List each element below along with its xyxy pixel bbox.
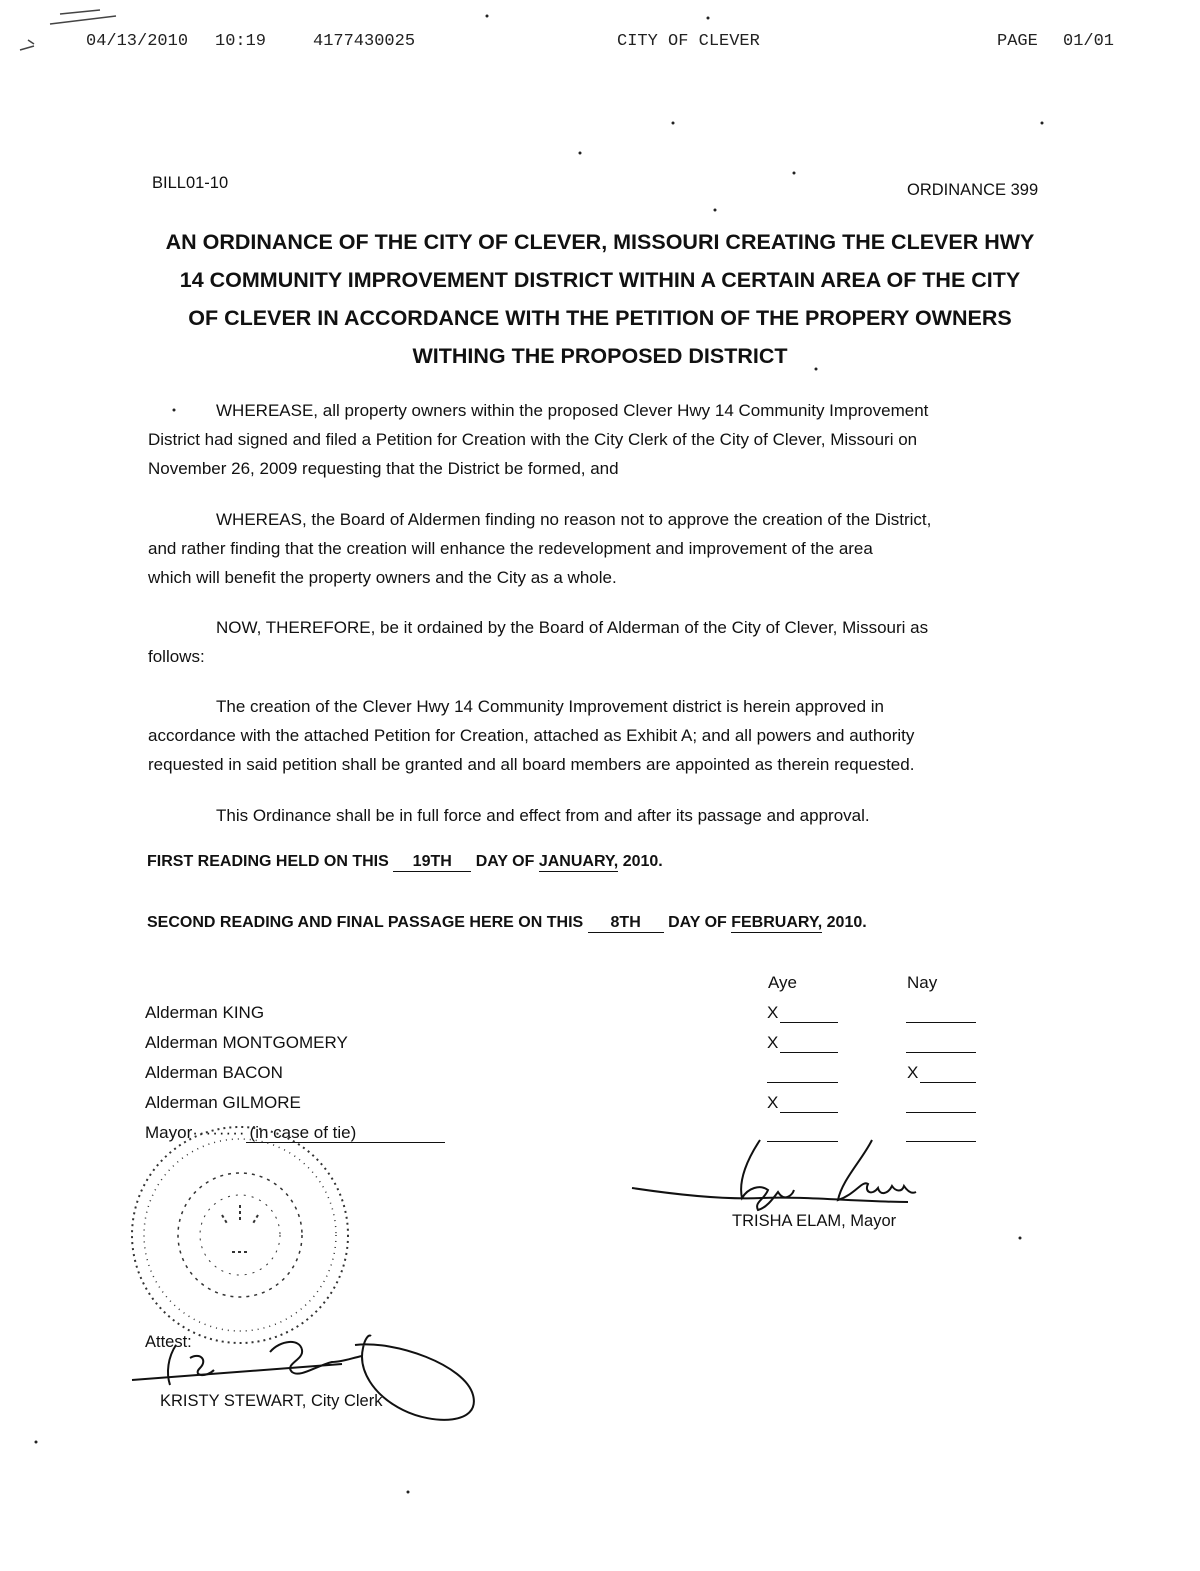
vote-mark: X [767, 1003, 779, 1022]
second-reading-month: FEBRUARY, [731, 914, 823, 931]
first-reading-day: 19TH [393, 853, 471, 872]
paragraph-line: WHEREAS, the Board of Aldermen finding no reason not to approve the creation of the District, [216, 510, 932, 529]
paragraph-line: WHEREASE, all property owners within the proposed Clever Hwy 14 Community Improvement [216, 401, 929, 420]
vote-mark: X [767, 1033, 779, 1052]
clerk-caption: KRISTY STEWART, City Clerk [160, 1392, 383, 1410]
mayor-tie-note: (in case of tie) [246, 1124, 445, 1143]
paragraph-line: This Ordinance shall be in full force and effect from and after its passage and approval. [216, 806, 870, 825]
fax-noise [35, 15, 1044, 1494]
alderman-name: Alderman GILMORE [145, 1093, 301, 1112]
title-line: OF CLEVER IN ACCORDANCE WITH THE PETITION OF THE PROPERY OWNERS [188, 306, 1012, 330]
paragraph-line: which will benefit the property owners and the City as a whole. [148, 568, 617, 587]
aye-column-header: Aye [768, 973, 797, 992]
vote-mark: X [907, 1063, 919, 1082]
paragraph-line: follows: [148, 647, 205, 666]
city-seal [132, 1127, 348, 1343]
bill-number: BILL01-10 [152, 174, 229, 192]
second-reading-prefix: SECOND READING AND FINAL PASSAGE HERE ON THIS [147, 914, 584, 931]
vote-mark: X [767, 1093, 779, 1112]
second-reading-dayof: DAY OF [668, 914, 727, 931]
paragraph-line: accordance with the attached Petition for Creation, attached as Exhibit A; and all powers and authority [148, 726, 915, 745]
paragraph-line: The creation of the Clever Hwy 14 Community Improvement district is herein approved in [216, 697, 885, 716]
fax-date: 04/13/2010 [86, 32, 189, 51]
second-reading-year: 2010. [826, 914, 867, 931]
mayor-caption: TRISHA ELAM, Mayor [732, 1212, 897, 1230]
attest-label: Attest: [145, 1333, 192, 1351]
mayor-signature [632, 1140, 916, 1210]
nay-column-header: Nay [907, 973, 938, 992]
first-reading-year: 2010. [622, 853, 663, 870]
first-reading-month: JANUARY, [538, 853, 619, 870]
title-line: WITHING THE PROPOSED DISTRICT [412, 344, 788, 368]
fax-time: 10:19 [215, 32, 267, 51]
paragraph-line: November 26, 2009 requesting that the District be formed, and [148, 459, 619, 478]
fax-page-number: 01/01 [1063, 32, 1115, 51]
alderman-name: Alderman BACON [145, 1063, 283, 1082]
mayor-tie-line: Mayor········ (in case of tie) [145, 1123, 445, 1143]
alderman-name: Alderman MONTGOMERY [145, 1033, 348, 1052]
fax-sender: CITY OF CLEVER [617, 32, 760, 51]
mayor-label: Mayor [145, 1123, 193, 1142]
second-reading-day: 8TH [588, 914, 664, 933]
fax-number: 4177430025 [313, 32, 416, 51]
paragraph-line: and rather finding that the creation will enhance the redevelopment and improvement of the area [148, 539, 873, 558]
alderman-name: Alderman KING [145, 1003, 265, 1022]
first-reading-prefix: FIRST READING HELD ON THIS [147, 853, 389, 870]
title-line: 14 COMMUNITY IMPROVEMENT DISTRICT WITHIN A CERTAIN AREA OF THE CITY [179, 268, 1021, 292]
first-reading-dayof: DAY OF [475, 853, 535, 870]
paragraph-line: District had signed and filed a Petition for Creation with the City Clerk of the City of Clever, Missouri on [148, 430, 918, 449]
paragraph-line: requested in said petition shall be granted and all board members are appointed as therein requested. [148, 755, 915, 774]
ordinance-number: ORDINANCE 399 [907, 181, 1039, 199]
title-line: AN ORDINANCE OF THE CITY OF CLEVER, MISSOURI CREATING THE CLEVER HWY [165, 230, 1035, 254]
fax-margin-marks [20, 10, 116, 50]
fax-page-label: PAGE [997, 32, 1038, 51]
paragraph-line: NOW, THEREFORE, be it ordained by the Board of Alderman of the City of Clever, Missouri as [216, 618, 929, 637]
